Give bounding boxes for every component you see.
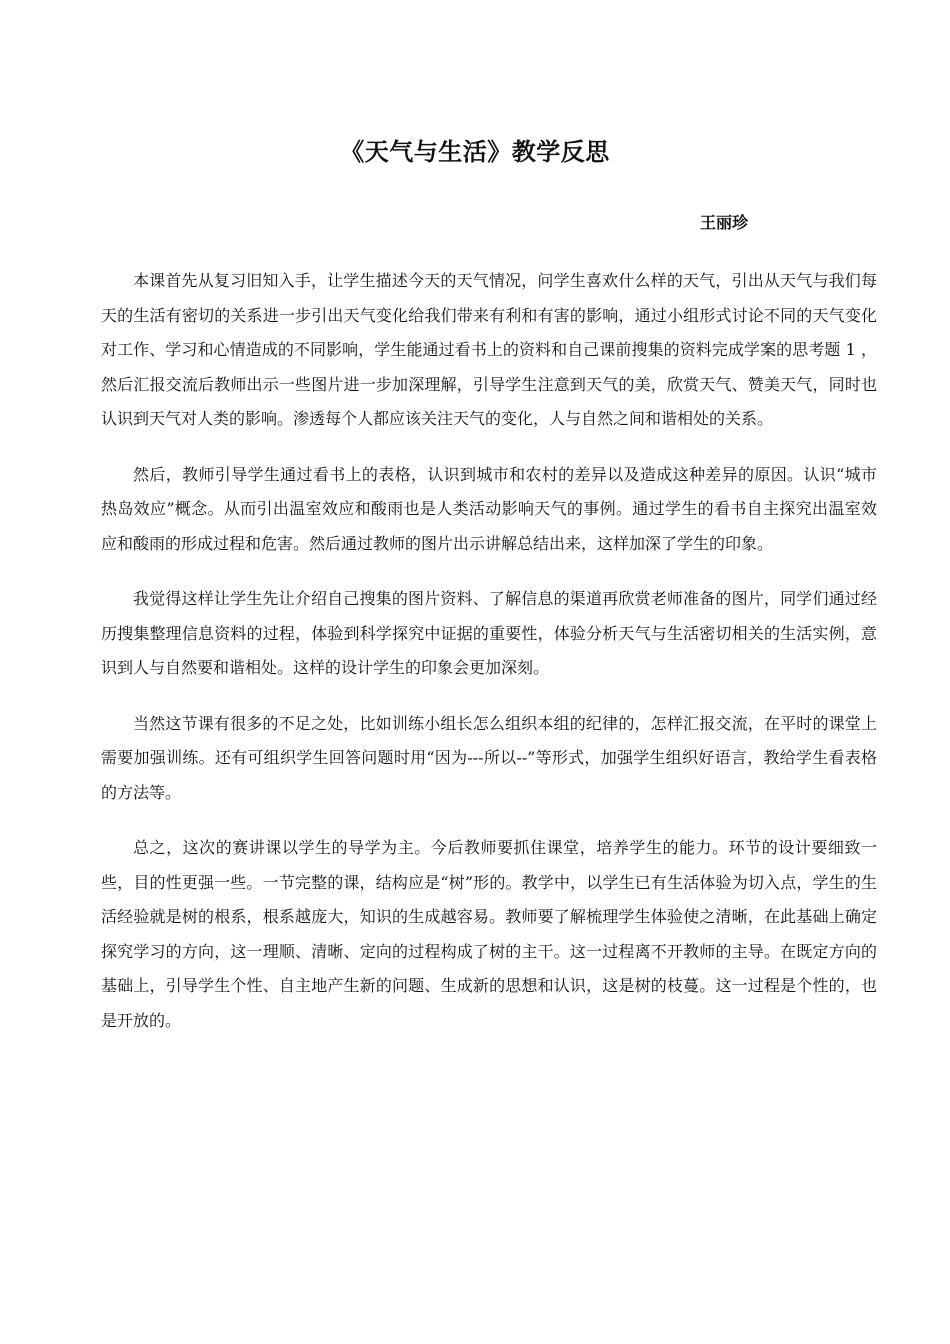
document-title: 《天气与生活》教学反思 <box>340 138 610 166</box>
paragraph-4: 当然这节课有很多的不足之处，比如训练小组长怎么组织本组的纪律的，怎样汇报交流，在平时的课堂上需要加强训练。还有可组织学生回答问题时用“因为---所以--”等形式，加强学生组织好语言，教给学生看表格的方法等。 <box>101 713 877 802</box>
document-author: 王丽珍 <box>700 213 749 232</box>
paragraph-5: 总之，这次的赛讲课以学生的导学为主。今后教师要抓住课堂，培养学生的能力。环节的设计要细致一些，目的性更强一些。一节完整的课，结构应是“树”形的。教学中，以学生已有生活体验为切入点，学生的生活经验就是树的根系，根系越庞大，知识的生成越容易。教师要了解梳理学生体验使之清晰，在此基础上确定探究学习的方向，这一理顺、清晰、定向的过程构成了树的主干。这一过程离不开教师的主导。在既定方向的基础上，引导学生个性、自主地产生新的问题、生成新的思想和认识，这是树的枝蔓。这一过程是个性的，也是开放的。 <box>101 838 877 1030</box>
paragraph-3: 我觉得这样让学生先让介绍自己搜集的图片资料、了解信息的渠道再欣赏老师准备的图片，同学们通过经历搜集整理信息资料的过程，体验到科学探究中证据的重要性，体验分析天气与生活密切相关的生活实例，意识到人与自然要和谐相处。这样的设计学生的印象会更加深刻。 <box>101 589 877 677</box>
paragraph-1: 本课首先从复习旧知入手，让学生描述今天的天气情况，问学生喜欢什么样的天气，引出从天气与我们每天的生活有密切的关系进一步引出天气变化给我们带来有利和有害的影响，通过小组形式讨论不同的天气变化对工作、学习和心情造成的不同影响，学生能通过看书上的资料和自己课前搜集的资料完成学案的思考题 1 ，然后汇报交流后教师出示一些图片进一步加深理解，引导学生注意到天气的美，欣赏天气、赞美天气，同时也认识到天气对人类的影响。渗透每个人都应该关注天气的变化，人与自然之间和谐相处的关系。 <box>101 271 877 428</box>
document-body <box>101 264 877 1059</box>
paragraph-2: 然后，教师引导学生通过看书上的表格，认识到城市和农村的差异以及造成这种差异的原因。认识“城市热岛效应”概念。从而引出温室效应和酸雨也是人类活动影响天气的事例。通过学生的看书自主探究出温室效应和酸雨的形成过程和危害。然后通过教师的图片出示讲解总结出来，这样加深了学生的印象。 <box>101 464 877 553</box>
